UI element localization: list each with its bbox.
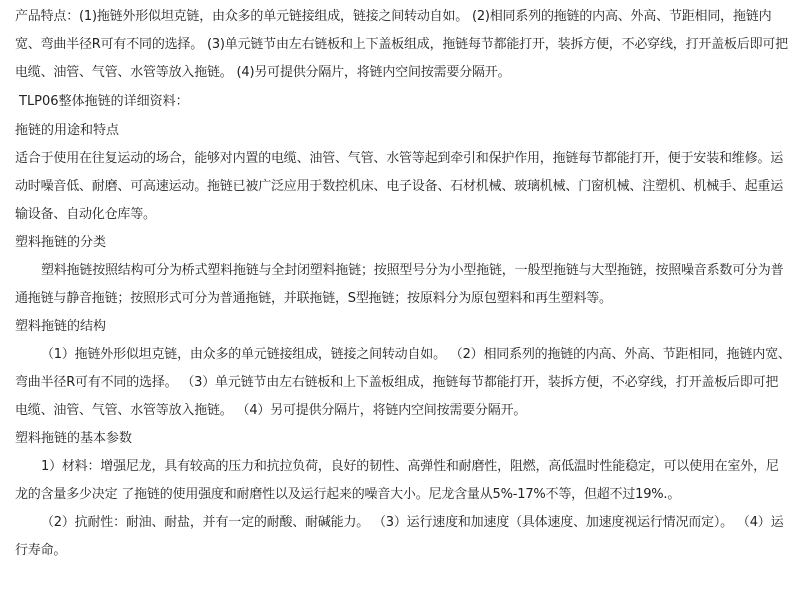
- section-body-usage: 适合于使用在往复运动的场合，能够对内置的电缆、油管、气管、水管等起到牵引和保护作用，拖链每节都能打开，便于安装和维修。运动时噪音低、耐磨、可高速运动。拖链已被广泛应用于数控机床、电子设备、石材机械、玻璃机械、门窗机械、注塑机、机械手、起重运输设备、自动化仓库等。: [15, 151, 784, 222]
- section-heading-classification: 塑料拖链的分类: [15, 235, 107, 250]
- intro-paragraph: 产品特点：(1)拖链外形似坦克链，由众多的单元链接组成，链接之间转动自如。 (2)相同系列的拖链的内高、外高、节距相同，拖链内宽、弯曲半径R可有不同的选择。 (3)单元链节由左右链板和上下盖板组成，拖链每节都能打开，装拆方便，不必穿线，打开盖板后即可把电缆、油管、气管、水管等放入拖链。 (4)另可提供分隔片，将链内空间按需要分隔开。: [15, 9, 788, 80]
- section-body-structure: （1）拖链外形似坦克链，由众多的单元链接组成，链接之间转动自如。 （2）相同系列的拖链的内高、外高、节距相同，拖链内宽、弯曲半径R可有不同的选择。 （3）单元链节由左右链板和上下盖板组成，拖链每节都能打开，装拆方便，不必穿线，打开盖板后即可把电缆、油管、气管、水管等放入拖链。 （4）另可提供分隔片，将链内空间按需要分隔开。: [15, 347, 791, 418]
- section-heading-structure: 塑料拖链的结构: [15, 319, 107, 334]
- section-heading-parameters: 塑料拖链的基本参数: [15, 431, 133, 446]
- section-heading-usage: 拖链的用途和特点: [15, 123, 120, 138]
- detail-subtitle: TLP06整体拖链的详细资料：: [19, 94, 189, 109]
- document-body: [15, 3, 791, 565]
- section-body-parameters-other: （2）抗耐性：耐油、耐盐，并有一定的耐酸、耐碱能力。 （3）运行速度和加速度（具体速度、加速度视运行情况而定）。 （4）运行寿命。: [15, 515, 784, 558]
- section-body-parameters-material: 1）材料：增强尼龙，具有较高的压力和抗拉负荷，良好的韧性、高弹性和耐磨性，阻燃，高低温时性能稳定，可以使用在室外，尼龙的含量多少决定 了拖链的使用强度和耐磨性以及运行起来的噪音大小。尼龙含量从5%-17%不等，但超不过19%.。: [15, 459, 779, 502]
- section-body-classification: 塑料拖链按照结构可分为桥式塑料拖链与全封闭塑料拖链；按照型号分为小型拖链，一般型拖链与大型拖链，按照噪音系数可分为普通拖链与静音拖链；按照形式可分为普通拖链，并联拖链，S型拖链；按原料分为原包塑料和再生塑料等。: [15, 263, 784, 306]
